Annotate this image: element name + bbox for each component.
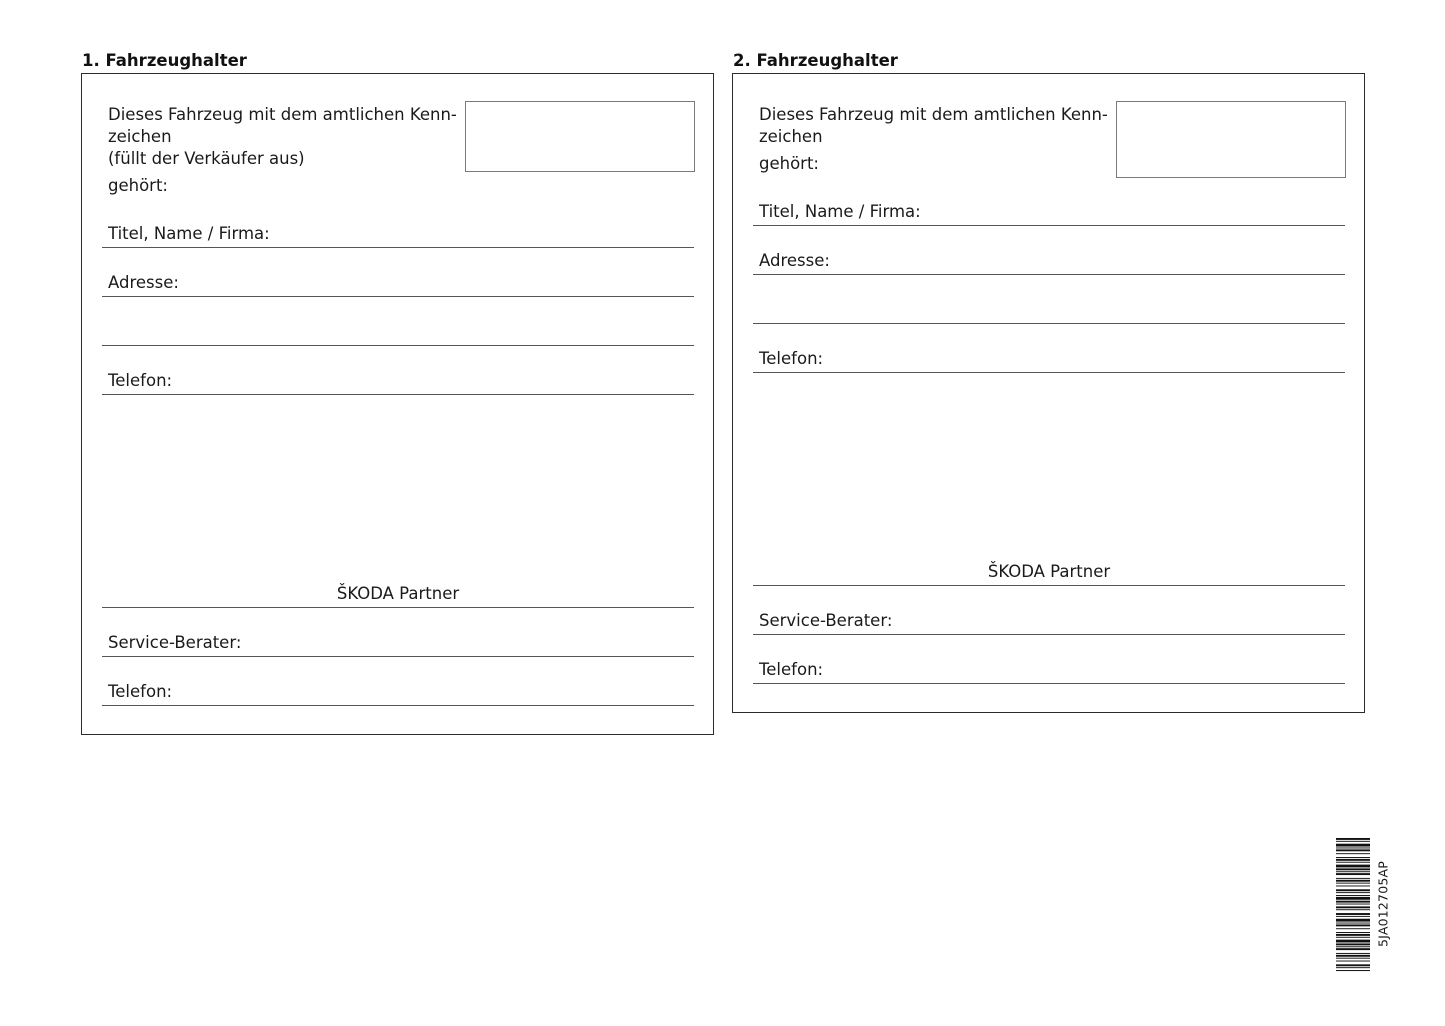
- owner-name-label: Titel, Name / Firma:: [108, 224, 270, 243]
- barcode-bar: [1336, 961, 1370, 962]
- barcode-bar: [1336, 862, 1370, 863]
- barcode-bar: [1336, 932, 1370, 933]
- service-advisor-line[interactable]: [753, 634, 1345, 635]
- barcode-bar: [1336, 940, 1370, 943]
- barcode-bar: [1336, 928, 1370, 929]
- owner-name-line[interactable]: [753, 225, 1345, 226]
- license-plate-field[interactable]: [1116, 101, 1346, 178]
- service-advisor-label: Service-Berater:: [108, 633, 242, 652]
- skoda-partner-label: ŠKODA Partner: [987, 562, 1111, 581]
- document-code: 5JA012705AP: [1375, 861, 1391, 947]
- barcode-bar: [1336, 904, 1370, 905]
- barcode-bar: [1336, 897, 1370, 900]
- owner-phone-line[interactable]: [102, 394, 694, 395]
- owner-phone-label: Telefon:: [759, 349, 824, 368]
- barcode-bar: [1336, 878, 1370, 879]
- barcode-bar: [1336, 889, 1370, 891]
- barcode-bar: [1336, 857, 1370, 858]
- barcode-bar: [1336, 923, 1370, 924]
- barcode-bar: [1336, 848, 1370, 849]
- belongs-label: gehört:: [108, 176, 168, 195]
- partner-phone-label: Telefon:: [108, 682, 173, 701]
- partner-phone-line[interactable]: [102, 705, 694, 706]
- barcode-bar: [1336, 967, 1370, 968]
- owner-address-line-2[interactable]: [102, 345, 694, 346]
- barcode-bar: [1336, 955, 1370, 957]
- plate-intro-line1: Dieses Fahrzeug mit dem amtlichen Kenn-: [759, 105, 1108, 124]
- card2-heading: 2. Fahrzeughalter: [733, 51, 898, 70]
- barcode-bar: [1336, 865, 1370, 868]
- barcode-bar: [1336, 838, 1370, 840]
- plate-intro-line1: Dieses Fahrzeug mit dem amtlichen Kenn-: [108, 105, 457, 124]
- license-plate-field[interactable]: [465, 101, 695, 172]
- barcode-bar: [1336, 919, 1370, 922]
- plate-intro-line2: zeichen: [759, 127, 823, 146]
- barcode-bar: [1336, 841, 1370, 842]
- owner-address-label: Adresse:: [759, 251, 830, 270]
- card-first-owner: [81, 73, 714, 735]
- barcode-bar: [1336, 906, 1370, 908]
- skoda-partner-line[interactable]: [753, 585, 1345, 586]
- belongs-label: gehört:: [759, 154, 819, 173]
- barcode-image: [1336, 838, 1370, 972]
- skoda-partner-line[interactable]: [102, 607, 694, 608]
- barcode-bar: [1336, 871, 1370, 872]
- owner-address-line-2[interactable]: [753, 323, 1345, 324]
- barcode-bar: [1336, 958, 1370, 959]
- barcode-bar: [1336, 892, 1370, 893]
- barcode-bar: [1336, 943, 1370, 945]
- barcode-bar: [1336, 883, 1370, 884]
- owner-address-line-1[interactable]: [102, 296, 694, 297]
- service-advisor-line[interactable]: [102, 656, 694, 657]
- plate-seller-note: (füllt der Verkäufer aus): [108, 149, 305, 168]
- service-advisor-label: Service-Berater:: [759, 611, 893, 630]
- barcode-bar: [1336, 924, 1370, 926]
- barcode-bar: [1336, 916, 1370, 917]
- owner-address-label: Adresse:: [108, 273, 179, 292]
- barcode-bar: [1336, 853, 1370, 854]
- card1-heading: 1. Fahrzeughalter: [82, 51, 247, 70]
- partner-phone-line[interactable]: [753, 683, 1345, 684]
- barcode-bar: [1336, 909, 1370, 910]
- barcode-bar: [1336, 934, 1370, 936]
- owner-name-label: Titel, Name / Firma:: [759, 202, 921, 221]
- card-second-owner: [732, 73, 1365, 713]
- partner-phone-label: Telefon:: [759, 660, 824, 679]
- barcode-bar: [1336, 953, 1370, 954]
- barcode-bar: [1336, 873, 1370, 875]
- owner-address-line-1[interactable]: [753, 274, 1345, 275]
- plate-intro-line2: zeichen: [108, 127, 172, 146]
- barcode-bar: [1336, 844, 1370, 847]
- barcode-bar: [1336, 937, 1370, 938]
- barcode-bar: [1336, 948, 1370, 950]
- barcode-bar: [1336, 859, 1370, 861]
- barcode-bar: [1336, 946, 1370, 947]
- owner-phone-label: Telefon:: [108, 371, 173, 390]
- barcode-bar: [1336, 964, 1370, 966]
- barcode-bar: [1336, 901, 1370, 903]
- barcode-bar: [1336, 970, 1370, 971]
- barcode-bar: [1336, 895, 1370, 896]
- barcode-bar: [1336, 849, 1370, 851]
- barcode-bar: [1336, 886, 1370, 887]
- skoda-partner-label: ŠKODA Partner: [336, 584, 460, 603]
- owner-name-line[interactable]: [102, 247, 694, 248]
- barcode-bar: [1336, 913, 1370, 915]
- owner-phone-line[interactable]: [753, 372, 1345, 373]
- barcode-bar: [1336, 880, 1370, 882]
- barcode-bar: [1336, 868, 1370, 870]
